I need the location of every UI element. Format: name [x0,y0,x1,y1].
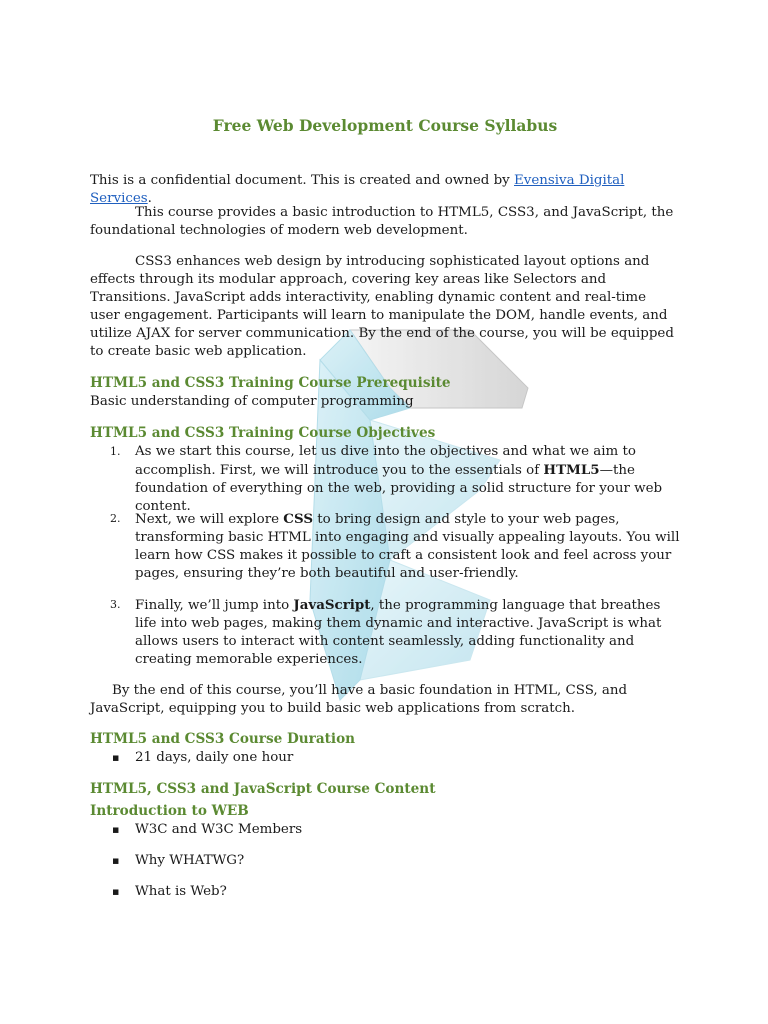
confidential-notice [90,172,680,208]
objective-item [90,510,680,582]
item-text: As we start this course, let us dive into the objectives and what we aim to accomplish. First, we will introduce you to the essentials of [135,444,636,478]
notice-text: This is a confidential document. This is created and owned by [90,173,514,188]
item-text: , the programming language that breathes life into web pages, making them dynamic and interactive. JavaScript is what allows users to interact with content seamlessly, adding functionality and creating memorable experiences. [135,598,662,667]
item-text: Next, we will explore [135,512,284,527]
objective-item [90,596,680,668]
css3-paragraph: CSS3 enhances web design by introducing sophisticated layout options and effects through its modular approach, covering key areas like Selectors and Transitions. JavaScript adds interactivity, enabling dynamic content and real-time user engagement. Participants will learn to manipulate the DOM, handle events, and utilize AJAX for server communication. By the end of the course, you will be equipped to create basic web application. [90,254,674,359]
bullet-icon: ▪ [112,823,120,836]
course-content-heading: HTML5, CSS3 and JavaScript Course Content [90,781,436,797]
list-item [90,883,227,901]
objective-item [90,443,680,514]
objectives-list [90,443,680,667]
item-number: 3. [110,598,121,611]
bullet-icon: ▪ [112,885,120,898]
item-text: Finally, we’ll jump into [135,598,294,613]
duration-list [90,749,680,767]
list-item-text: Why WHATWG? [135,853,245,868]
objectives-heading: HTML5 and CSS3 Training Course Objectives [90,425,436,441]
notice-suffix: . [147,191,152,206]
list-item [90,749,680,767]
list-item-text: 21 days, daily one hour [135,750,294,765]
item-bold: HTML5 [543,462,600,478]
list-item-text: W3C and W3C Members [135,822,303,837]
prerequisite-heading: HTML5 and CSS3 Training Course Prerequisite [90,375,451,391]
item-bold: CSS [283,511,313,527]
evensiva-link[interactable]: Evensiva Digital Services [90,173,625,206]
list-item [90,852,244,870]
item-number: 2. [110,512,121,525]
item-bold: JavaScript [293,597,371,613]
item-number: 1. [110,445,121,458]
item-text: to bring design and style to your web pages, transforming basic HTML into engaging and visually appealing layouts. You will learn how CSS makes it possible to craft a consistent look and feel across your pages, ensuring they’re both beautiful and user-friendly. [135,512,680,581]
prerequisite-text: Basic understanding of computer programming [90,394,414,409]
intro-paragraph: This course provides a basic introduction to HTML5, CSS3, and JavaScript, the foundational technologies of modern web development. [90,205,674,238]
bullet-icon: ▪ [112,854,120,867]
closing-paragraph: By the end of this course, you’ll have a basic foundation in HTML, CSS, and JavaScript, equipping you to build basic web applications from scratch. [90,683,628,716]
duration-heading: HTML5 and CSS3 Course Duration [90,731,356,747]
list-item [90,821,302,839]
list-item-text: What is Web? [135,884,227,899]
bullet-icon: ▪ [112,751,120,764]
document-title: Free Web Development Course Syllabus [212,116,558,135]
intro-web-subheading: Introduction to WEB [90,803,249,819]
item-text: —the foundation of everything on the web, providing a solid structure for your web content. [135,463,663,514]
